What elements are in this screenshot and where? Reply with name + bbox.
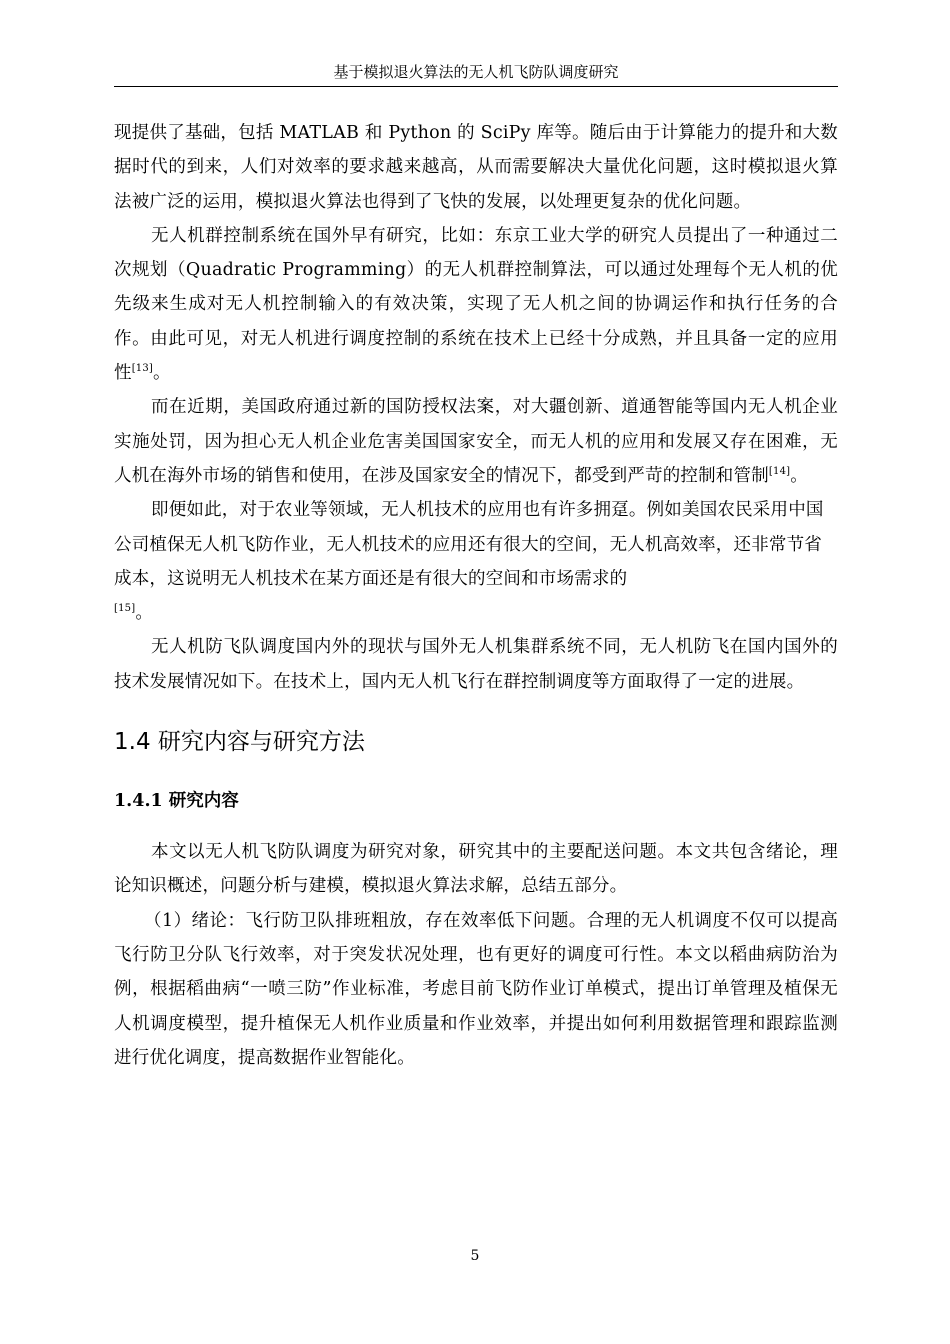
paragraph-4: [114, 493, 838, 630]
paragraph-4-end: 。: [135, 603, 154, 624]
citation-13: [13]: [131, 363, 154, 375]
paragraph-5: 无人机防飞队调度国内外的现状与国外无人机集群系统不同，无人机防飞在国内国外的技术发展情况如下。在技术上，国内无人机飞行在群控制调度等方面取得了一定的进展。: [114, 637, 838, 692]
subsection-heading: 1.4.1 研究内容: [114, 791, 239, 812]
paragraph-4-text: 即便如此，对于农业等领域，无人机技术的应用也有许多拥趸。例如美国农民采用中国公司植保无人机飞防作业，无人机技术的应用还有很大的空间，无人机高效率，还非常节省成本，这说明无人机技术在某方面还是有很大的空间和市场需求的: [114, 500, 824, 589]
document-body: [114, 116, 838, 1075]
citation-15: [15]: [114, 603, 136, 615]
citation-14: [14]: [768, 465, 791, 477]
paragraph-7: （1）绪论：飞行防卫队排班粗放，存在效率低下问题。合理的无人机调度不仅可以提高飞行防卫分队飞行效率，对于突发状况处理，也有更好的调度可行性。本文以稻曲病防治为例，根据稻曲病“一喷三防”作业标准，考虑目前飞防作业订单模式，提出订单管理及植保无人机调度模型，提升植保无人机作业质量和作业效率，并提出如何利用数据管理和跟踪监测进行优化调度，提高数据作业智能化。: [114, 910, 838, 1068]
running-header: 基于模拟退火算法的无人机飞防队调度研究: [333, 63, 619, 81]
paragraph-3-end: 。: [790, 465, 808, 486]
header-rule: [114, 86, 838, 87]
paragraph-6: 本文以无人机飞防队调度为研究对象，研究其中的主要配送问题。本文共包含绪论，理论知识概述，问题分析与建模，模拟退火算法求解，总结五部分。: [114, 842, 838, 897]
paragraph-1: 现提供了基础，包括 MATLAB 和 Python 的 SciPy 库等。随后由于计算能力的提升和大数据时代的到来，人们对效率的要求越来越高，从而需要解决大量优化问题，这时模拟退火算法被广泛的运用，模拟退火算法也得到了飞快的发展，以处理更复杂的优化问题。: [114, 123, 838, 212]
page-number: 5: [470, 1248, 480, 1264]
paragraph-3: [114, 390, 838, 493]
section-heading: 1.4 研究内容与研究方法: [114, 729, 365, 756]
paragraph-2: [114, 219, 838, 390]
paragraph-2-end: 。: [153, 363, 171, 384]
paragraph-2-text: 无人机群控制系统在国外早有研究，比如：东京工业大学的研究人员提出了一种通过二次规划（Quadratic Programming）的无人机群控制算法，可以通过处理每个无人机的优先级来生成对无人机控制输入的有效决策，实现了无人机之间的协调运作和执行任务的合作。由此可见，对无人机进行调度控制的系统在技术上已经十分成熟，并且具备一定的应用性: [114, 225, 838, 384]
paragraph-3-text: 而在近期，美国政府通过新的国防授权法案，对大疆创新、道通智能等国内无人机企业实施处罚，因为担心无人机企业危害美国国家安全，而无人机的应用和发展又存在困难，无人机在海外市场的销售和使用，在涉及国家安全的情况下，都受到严苛的控制和管制: [114, 397, 838, 486]
